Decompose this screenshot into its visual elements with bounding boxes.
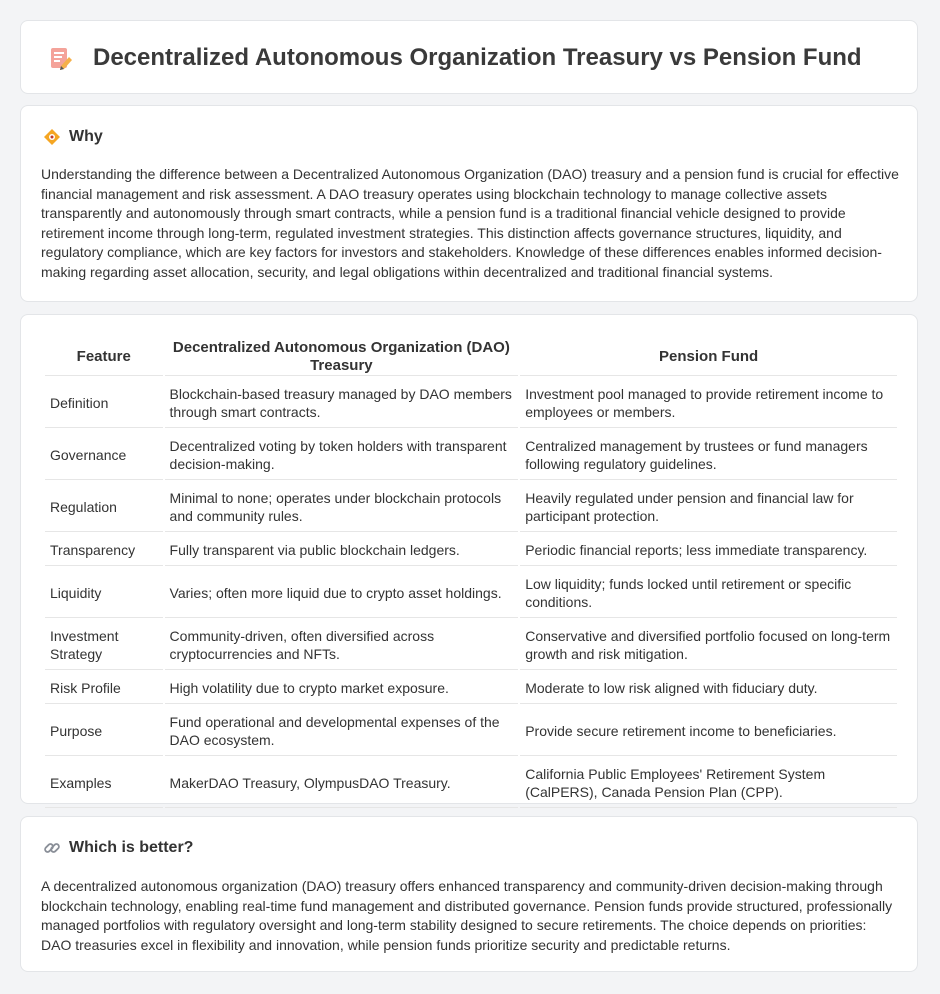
dao-cell: High volatility due to crypto market exposure. <box>165 672 519 704</box>
table-row <box>45 482 897 532</box>
feature-cell: Risk Profile <box>45 672 163 704</box>
table-row <box>45 378 897 428</box>
which-better-heading: Which is better? <box>69 839 194 856</box>
feature-cell: Regulation <box>45 482 163 532</box>
pension-cell: Investment pool managed to provide retirement income to employees or members. <box>520 378 897 428</box>
table-row <box>45 568 897 618</box>
dao-cell: Varies; often more liquid due to crypto asset holdings. <box>165 568 519 618</box>
dao-cell: Fully transparent via public blockchain ledgers. <box>165 534 519 566</box>
comparison-table <box>43 337 899 810</box>
which-better-section <box>20 816 918 972</box>
table-row <box>45 672 897 704</box>
pension-cell: Heavily regulated under pension and financial law for participant protection. <box>520 482 897 532</box>
feature-cell: Definition <box>45 378 163 428</box>
dao-cell: Blockchain-based treasury managed by DAO members through smart contracts. <box>165 378 519 428</box>
page-title: Decentralized Autonomous Organization Treasury vs Pension Fund <box>93 44 862 71</box>
dao-cell: Minimal to none; operates under blockchain protocols and community rules. <box>165 482 519 532</box>
pension-cell: Conservative and diversified portfolio focused on long-term growth and risk mitigation. <box>520 620 897 670</box>
pension-cell: Periodic financial reports; less immediate transparency. <box>520 534 897 566</box>
table-header-row <box>45 339 897 376</box>
comparison-section <box>20 314 918 804</box>
why-section <box>20 105 918 302</box>
feature-cell: Governance <box>45 430 163 480</box>
lightbulb-diamond-icon <box>43 128 61 146</box>
feature-cell: Examples <box>45 758 163 808</box>
table-row <box>45 706 897 756</box>
dao-cell: MakerDAO Treasury, OlympusDAO Treasury. <box>165 758 519 808</box>
pension-cell: California Public Employees' Retirement System (CalPERS), Canada Pension Plan (CPP). <box>520 758 897 808</box>
dao-cell: Fund operational and developmental expenses of the DAO ecosystem. <box>165 706 519 756</box>
dao-cell: Community-driven, often diversified across cryptocurrencies and NFTs. <box>165 620 519 670</box>
why-text: Understanding the difference between a Decentralized Autonomous Organization (DAO) treasury and a pension fund is crucial for effective financial management and risk assessment. A DAO treasury operates using blockchain technology to manage collective assets transparently and autonomously through smart contracts, while a pension fund is a traditional financial vehicle designed to provide retirement income through long-term, regulated investment strategies. This distinction affects governance structures, liquidity, and regulatory compliance, which are key factors for investors and stakeholders. Knowledge of these differences enables informed decision-making regarding asset allocation, security, and legal obligations within decentralized and traditional financial systems. <box>41 166 899 280</box>
feature-cell: Transparency <box>45 534 163 566</box>
link-icon <box>43 839 61 857</box>
table-row <box>45 620 897 670</box>
feature-cell: Investment Strategy <box>45 620 163 670</box>
feature-cell: Purpose <box>45 706 163 756</box>
pension-cell: Low liquidity; funds locked until retirement or specific conditions. <box>520 568 897 618</box>
header-dao-treasury: Decentralized Autonomous Organization (DAO) Treasury <box>165 339 519 376</box>
table-row <box>45 534 897 566</box>
which-better-text: A decentralized autonomous organization (DAO) treasury offers enhanced transparency and community-driven decision-making through blockchain technology, enabling real-time fund management and distributed governance. Pension funds provide structured, professionally managed portfolios with regulatory oversight and long-term stability designed to secure retirements. The choice depends on priorities: DAO treasuries excel in flexibility and innovation, while pension funds prioritize security and predictable returns. <box>41 878 893 953</box>
header-pension-fund: Pension Fund <box>520 339 897 376</box>
table-row <box>45 758 897 808</box>
table-row <box>45 430 897 480</box>
pension-cell: Centralized management by trustees or fund managers following regulatory guidelines. <box>520 430 897 480</box>
document-edit-icon <box>47 45 73 71</box>
header-feature: Feature <box>45 339 163 376</box>
title-card <box>20 20 918 94</box>
dao-cell: Decentralized voting by token holders with transparent decision-making. <box>165 430 519 480</box>
pension-cell: Moderate to low risk aligned with fiduciary duty. <box>520 672 897 704</box>
why-heading: Why <box>69 128 103 145</box>
feature-cell: Liquidity <box>45 568 163 618</box>
pension-cell: Provide secure retirement income to beneficiaries. <box>520 706 897 756</box>
